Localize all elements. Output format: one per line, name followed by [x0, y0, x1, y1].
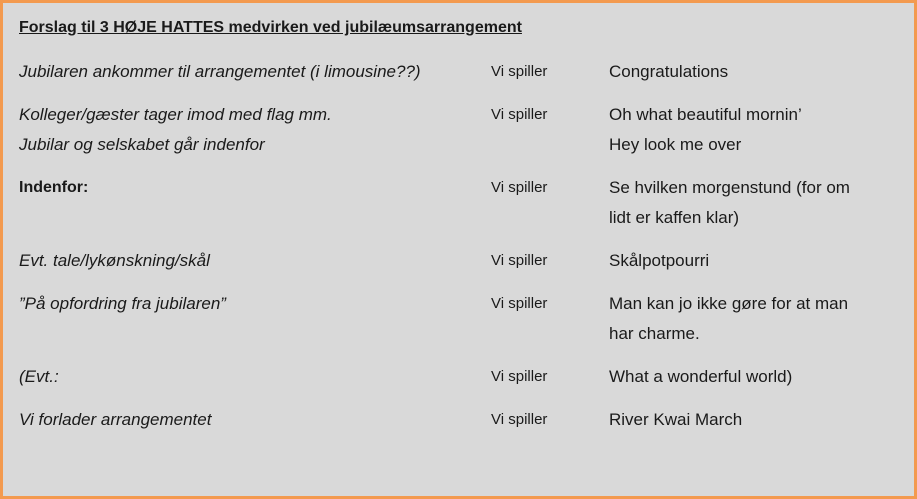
event-text: ”På opfordring fra jubilaren” — [19, 294, 226, 313]
song-title-continued: lidt er kaffen klar) — [609, 208, 740, 227]
event-text: Jubilaren ankommer til arrangementet (i limousine??) — [19, 62, 421, 81]
play-label: Vi spiller — [491, 295, 548, 312]
play-label: Vi spiller — [491, 368, 548, 385]
event-text: (Evt.: — [19, 367, 59, 386]
song-title: Se hvilken morgenstund (for om — [609, 178, 850, 197]
event-text: Kolleger/gæster tager imod med flag mm. — [19, 105, 332, 124]
song-title: Oh what beautiful mornin’ — [609, 105, 802, 124]
event-text: Indenfor: — [19, 179, 89, 196]
song-title-second: Hey look me over — [609, 135, 742, 154]
play-label: Vi spiller — [491, 63, 548, 80]
song-title: River Kwai March — [609, 410, 743, 429]
play-label: Vi spiller — [491, 252, 548, 269]
song-title: Congratulations — [609, 62, 729, 81]
play-label: Vi spiller — [491, 411, 548, 428]
song-title: What a wonderful world) — [609, 367, 793, 386]
play-label: Vi spiller — [491, 179, 548, 196]
song-title-continued: har charme. — [609, 324, 700, 343]
play-label: Vi spiller — [491, 106, 548, 123]
event-text-second-line: Jubilar og selskabet går indenfor — [19, 135, 265, 154]
event-text: Evt. tale/lykønskning/skål — [19, 251, 210, 270]
song-title: Skålpotpourri — [609, 251, 710, 270]
event-text: Vi forlader arrangementet — [19, 410, 212, 429]
song-title: Man kan jo ikke gøre for at man — [609, 294, 849, 313]
document-title: Forslag til 3 HØJE HATTES medvirken ved jubilæumsarrangement — [19, 19, 522, 36]
